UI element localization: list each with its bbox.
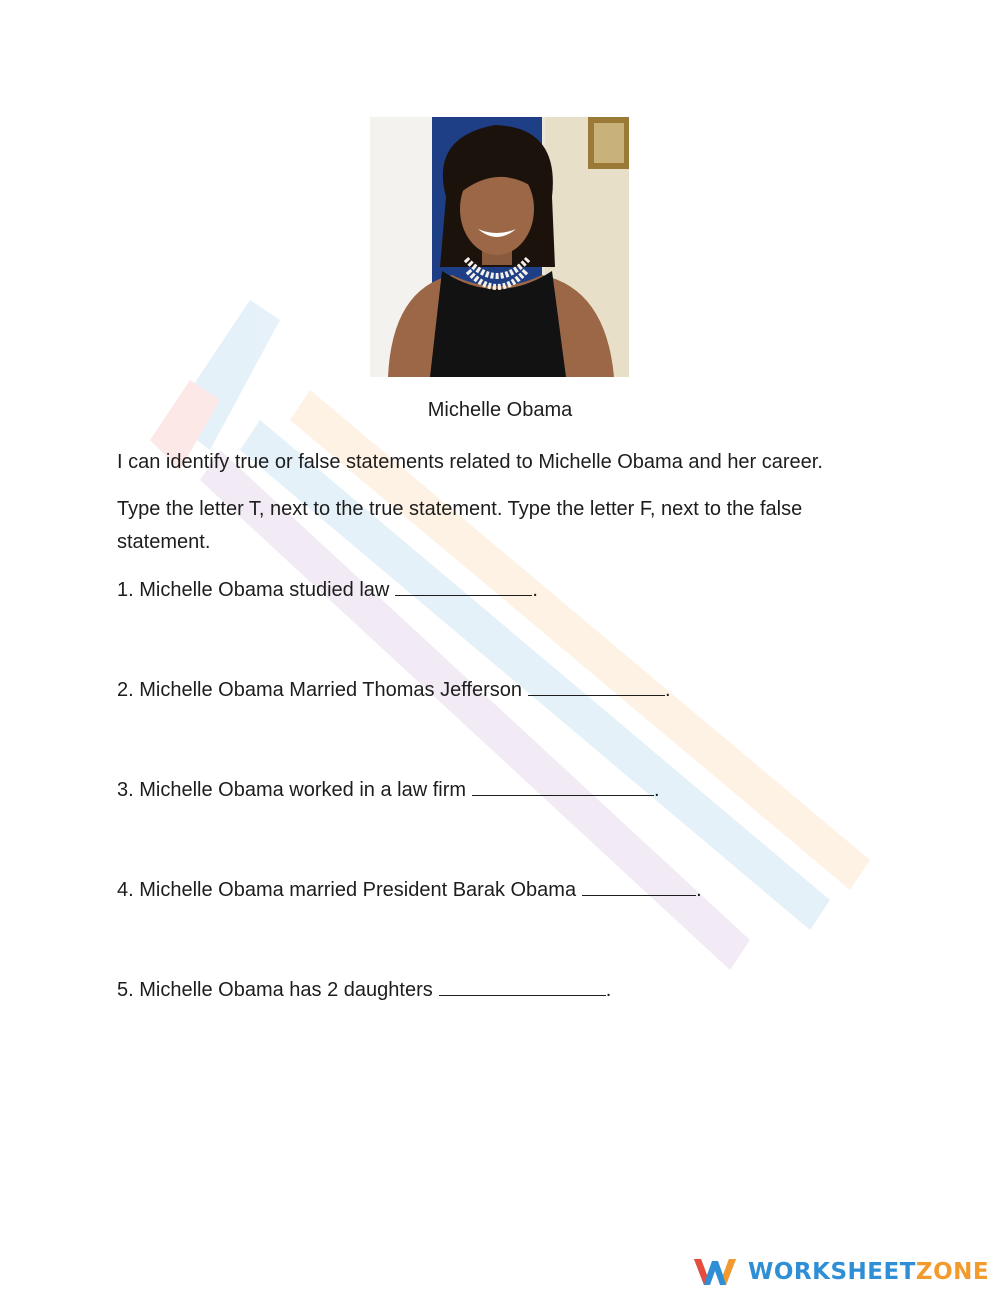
answer-blank-4[interactable] (582, 877, 696, 896)
question-text: 2. Michelle Obama Married Thomas Jefferson (117, 679, 522, 701)
question-4 (117, 877, 702, 902)
question-text: 5. Michelle Obama has 2 daughters (117, 979, 433, 1001)
directions-text: Type the letter T, next to the true statement. Type the letter F, next to the false statement. (117, 498, 803, 553)
question-period: . (605, 979, 612, 1001)
answer-blank-3[interactable] (472, 777, 654, 796)
brand-name (748, 1259, 989, 1285)
question-3 (117, 777, 660, 802)
brand-part1: WORKSHEET (748, 1259, 916, 1285)
question-text: 4. Michelle Obama married President Barak Obama (117, 879, 577, 901)
answer-blank-5[interactable] (439, 977, 606, 996)
w-logo-icon (692, 1255, 738, 1289)
question-period: . (654, 779, 660, 801)
photo-caption: Michelle Obama (427, 399, 573, 421)
question-period: . (665, 679, 671, 701)
learning-objective: I can identify true or false statements related to Michelle Obama and her career. (117, 451, 823, 473)
worksheetzone-logo[interactable] (692, 1252, 1000, 1292)
brand-part2: ZONE (915, 1259, 990, 1285)
question-2 (117, 677, 671, 702)
answer-blank-1[interactable] (395, 577, 532, 596)
portrait-illustration (370, 117, 629, 377)
question-1 (117, 577, 538, 602)
question-text: 3. Michelle Obama worked in a law firm (117, 779, 467, 801)
question-period: . (696, 879, 702, 901)
question-period: . (532, 579, 538, 601)
portrait-photo (370, 117, 629, 377)
question-5 (117, 977, 611, 1002)
question-text: 1. Michelle Obama studied law (117, 579, 390, 601)
answer-blank-2[interactable] (528, 677, 665, 696)
